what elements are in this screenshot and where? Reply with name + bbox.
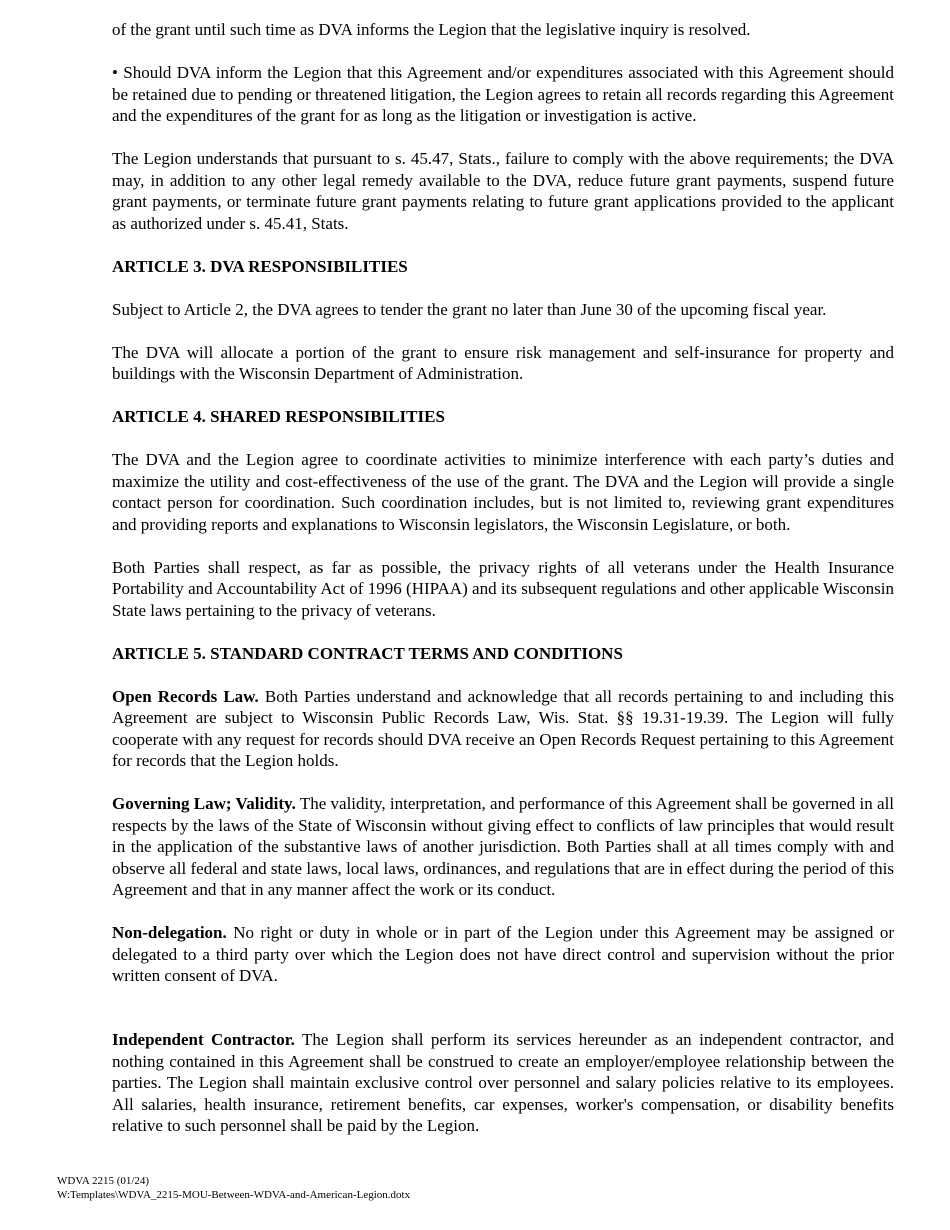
article-3-paragraph-2: The DVA will allocate a portion of the grant to ensure risk management and self-insurance for property and buildings with the Wisconsin Department of Administration. xyxy=(112,342,894,383)
article-4-heading: ARTICLE 4. SHARED RESPONSIBILITIES xyxy=(112,407,445,426)
non-delegation-lead: Non-delegation. xyxy=(112,923,227,942)
form-id: WDVA 2215 (01/24) xyxy=(57,1175,150,1187)
governing-law-paragraph xyxy=(112,793,894,901)
page-footer xyxy=(57,1174,410,1202)
paragraph-grant-inquiry: of the grant until such time as DVA informs the Legion that the legislative inquiry is resolved. xyxy=(112,20,751,39)
governing-law-lead: Governing Law; Validity. xyxy=(112,794,296,813)
open-records-paragraph xyxy=(112,686,894,772)
document-body xyxy=(112,19,894,1158)
independent-contractor-paragraph xyxy=(112,1029,894,1137)
paragraph-retain-records: • Should DVA inform the Legion that this Agreement and/or expenditures associated with this Agreement should be retained due to pending or threatened litigation, the Legion agrees to retain all records regarding this Agreement and the expenditures of the grant for as long as the litigation or investigation is active. xyxy=(112,63,894,125)
template-path: W:Templates\WDVA_2215-MOU-Between-WDVA-and-American-Legion.dotx xyxy=(57,1189,411,1201)
article-5-heading: ARTICLE 5. STANDARD CONTRACT TERMS AND CONDITIONS xyxy=(112,643,623,663)
article-3-heading: ARTICLE 3. DVA RESPONSIBILITIES xyxy=(112,256,408,276)
paragraph-compliance: The Legion understands that pursuant to s. 45.47, Stats., failure to comply with the above requirements; the DVA may, in addition to any other legal remedy available to the DVA, reduce future grant payments, suspend future grant payments, or terminate future grant payments relating to future grant applications provided to the applicant as authorized under s. 45.41, Stats. xyxy=(112,149,894,233)
article-3-paragraph-1: Subject to Article 2, the DVA agrees to tender the grant no later than June 30 of the upcoming fiscal year. xyxy=(112,299,827,319)
article-4-paragraph-1: The DVA and the Legion agree to coordinate activities to minimize interference with each party’s duties and maximize the utility and cost-effectiveness of the use of the grant. The DVA and the Legion will provide a single contact person for coordination. Such coordination includes, but is not limited to, reviewing grant expenditures and providing reports and explanations to Wisconsin legislators, the Wisconsin Legislature, or both. xyxy=(112,450,894,534)
independent-contractor-text: The Legion shall perform its services hereunder as an independent contractor, and nothing contained in this Agreement shall be construed to create an employer/employee relationship between the parties. The Legion shall maintain exclusive control over personnel and salary policies relative to its employees. All salaries, health insurance, retirement benefits, car expenses, worker's compensation, or disability benefits relative to such personnel shall be paid by the Legion. xyxy=(112,1030,894,1135)
independent-contractor-lead: Independent Contractor. xyxy=(112,1030,295,1049)
open-records-lead: Open Records Law. xyxy=(112,686,259,706)
non-delegation-paragraph xyxy=(112,922,894,987)
open-records-text: Both Parties understand and acknowledge that all records pertaining to and including this Agreement are subject to Wisconsin Public Records Law, Wis. Stat. §§ 19.31-19.39. The Legion will fully cooperate with any request for records should DVA receive an Open Records Request pertaining to this Agreement for records that the Legion holds. xyxy=(112,686,894,770)
governing-law-text: The validity, interpretation, and performance of this Agreement shall be governed in all respects by the laws of the State of Wisconsin without giving effect to conflicts of law principles that would result in the application of the substantive laws of another jurisdiction. Both Parties shall at all times comply with and observe all federal and state laws, local laws, ordinances, and regulations that are in effect during the period of this Agreement and that in any manner affect the work or its conduct. xyxy=(112,794,895,899)
non-delegation-text: No right or duty in whole or in part of the Legion under this Agreement may be assigned or delegated to a third party over which the Legion does not have direct control and supervision without the prior written consent of DVA. xyxy=(112,923,894,985)
article-4-paragraph-2: Both Parties shall respect, as far as possible, the privacy rights of all veterans under the Health Insurance Portability and Accountability Act of 1996 (HIPAA) and its subsequent regulations and other applicable Wisconsin State laws pertaining to the privacy of veterans. xyxy=(112,557,894,620)
blank-line xyxy=(112,1008,894,1029)
